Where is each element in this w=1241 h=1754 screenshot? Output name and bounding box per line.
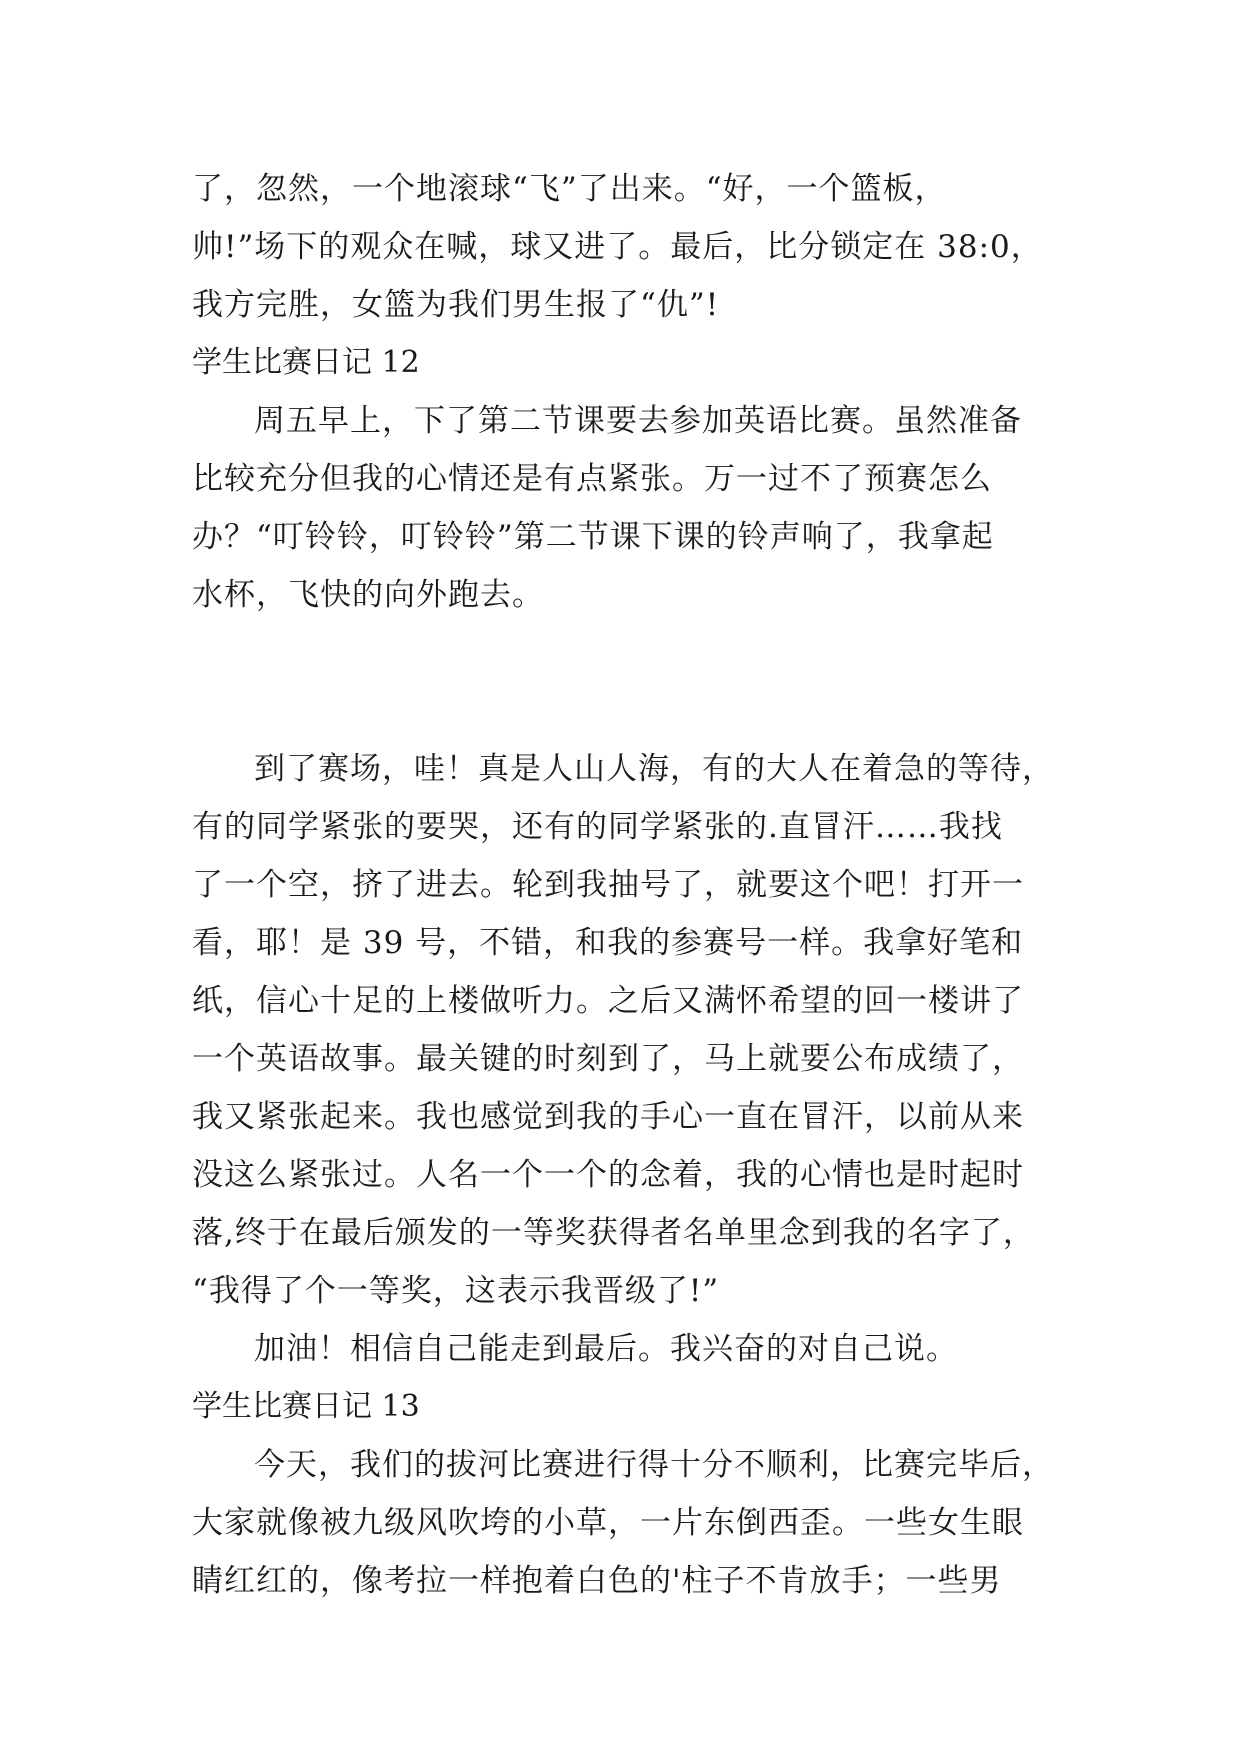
text-line: 帅!”场下的观众在喊，球又进了。最后，比分锁定在 38:0， bbox=[192, 229, 1043, 265]
text-line: 有的同学紧张的要哭，还有的同学紧张的.直冒汗……我找 bbox=[192, 809, 1003, 845]
text-line: 没这么紧张过。人名一个一个的念着，我的心情也是时起时 bbox=[192, 1157, 1024, 1193]
text-line: “我得了个一等奖，这表示我晋级了!” bbox=[192, 1273, 720, 1309]
text-line: 落,终于在最后颁发的一等奖获得者名单里念到我的名字了， bbox=[192, 1215, 1035, 1251]
text-line: 到了赛场，哇！真是人山人海，有的大人在着急的等待， bbox=[254, 751, 1054, 787]
text-line: 今天，我们的拔河比赛进行得十分不顺利，比赛完毕后， bbox=[254, 1447, 1054, 1483]
text-line: 办？“叮铃铃，叮铃铃”第二节课下课的铃声响了，我拿起 bbox=[192, 519, 994, 555]
text-line: 大家就像被九级风吹垮的小草，一片东倒西歪。一些女生眼 bbox=[192, 1505, 1024, 1541]
section-heading-13: 学生比赛日记 13 bbox=[192, 1389, 420, 1424]
paragraph-spacer bbox=[192, 624, 1062, 740]
text-line: 水杯，飞快的向外跑去。 bbox=[192, 577, 544, 613]
text-line: 睛红红的，像考拉一样抱着白色的'柱子不肯放手；一些男 bbox=[192, 1563, 1002, 1599]
document-page bbox=[192, 160, 1062, 1610]
text-line: 了，忽然，一个地滚球“飞”了出来。“好，一个篮板， bbox=[192, 171, 947, 207]
text-line: 比较充分但我的心情还是有点紧张。万一过不了预赛怎么 bbox=[192, 461, 992, 497]
text-line: 加油！相信自己能走到最后。我兴奋的对自己说。 bbox=[254, 1331, 958, 1367]
text-line: 一个英语故事。最关键的时刻到了，马上就要公布成绩了， bbox=[192, 1041, 1024, 1077]
text-line: 周五早上，下了第二节课要去参加英语比赛。虽然准备 bbox=[254, 403, 1022, 439]
text-line: 看，耶！是 39 号，不错，和我的参赛号一样。我拿好笔和 bbox=[192, 925, 1024, 961]
text-line: 纸，信心十足的上楼做听力。之后又满怀希望的回一楼讲了 bbox=[192, 983, 1024, 1019]
text-line: 了一个空，挤了进去。轮到我抽号了，就要这个吧！打开一 bbox=[192, 867, 1024, 903]
section-heading-12: 学生比赛日记 12 bbox=[192, 345, 420, 380]
text-line: 我又紧张起来。我也感觉到我的手心一直在冒汗，以前从来 bbox=[192, 1099, 1024, 1135]
text-line: 我方完胜，女篮为我们男生报了“仇”! bbox=[192, 287, 720, 323]
